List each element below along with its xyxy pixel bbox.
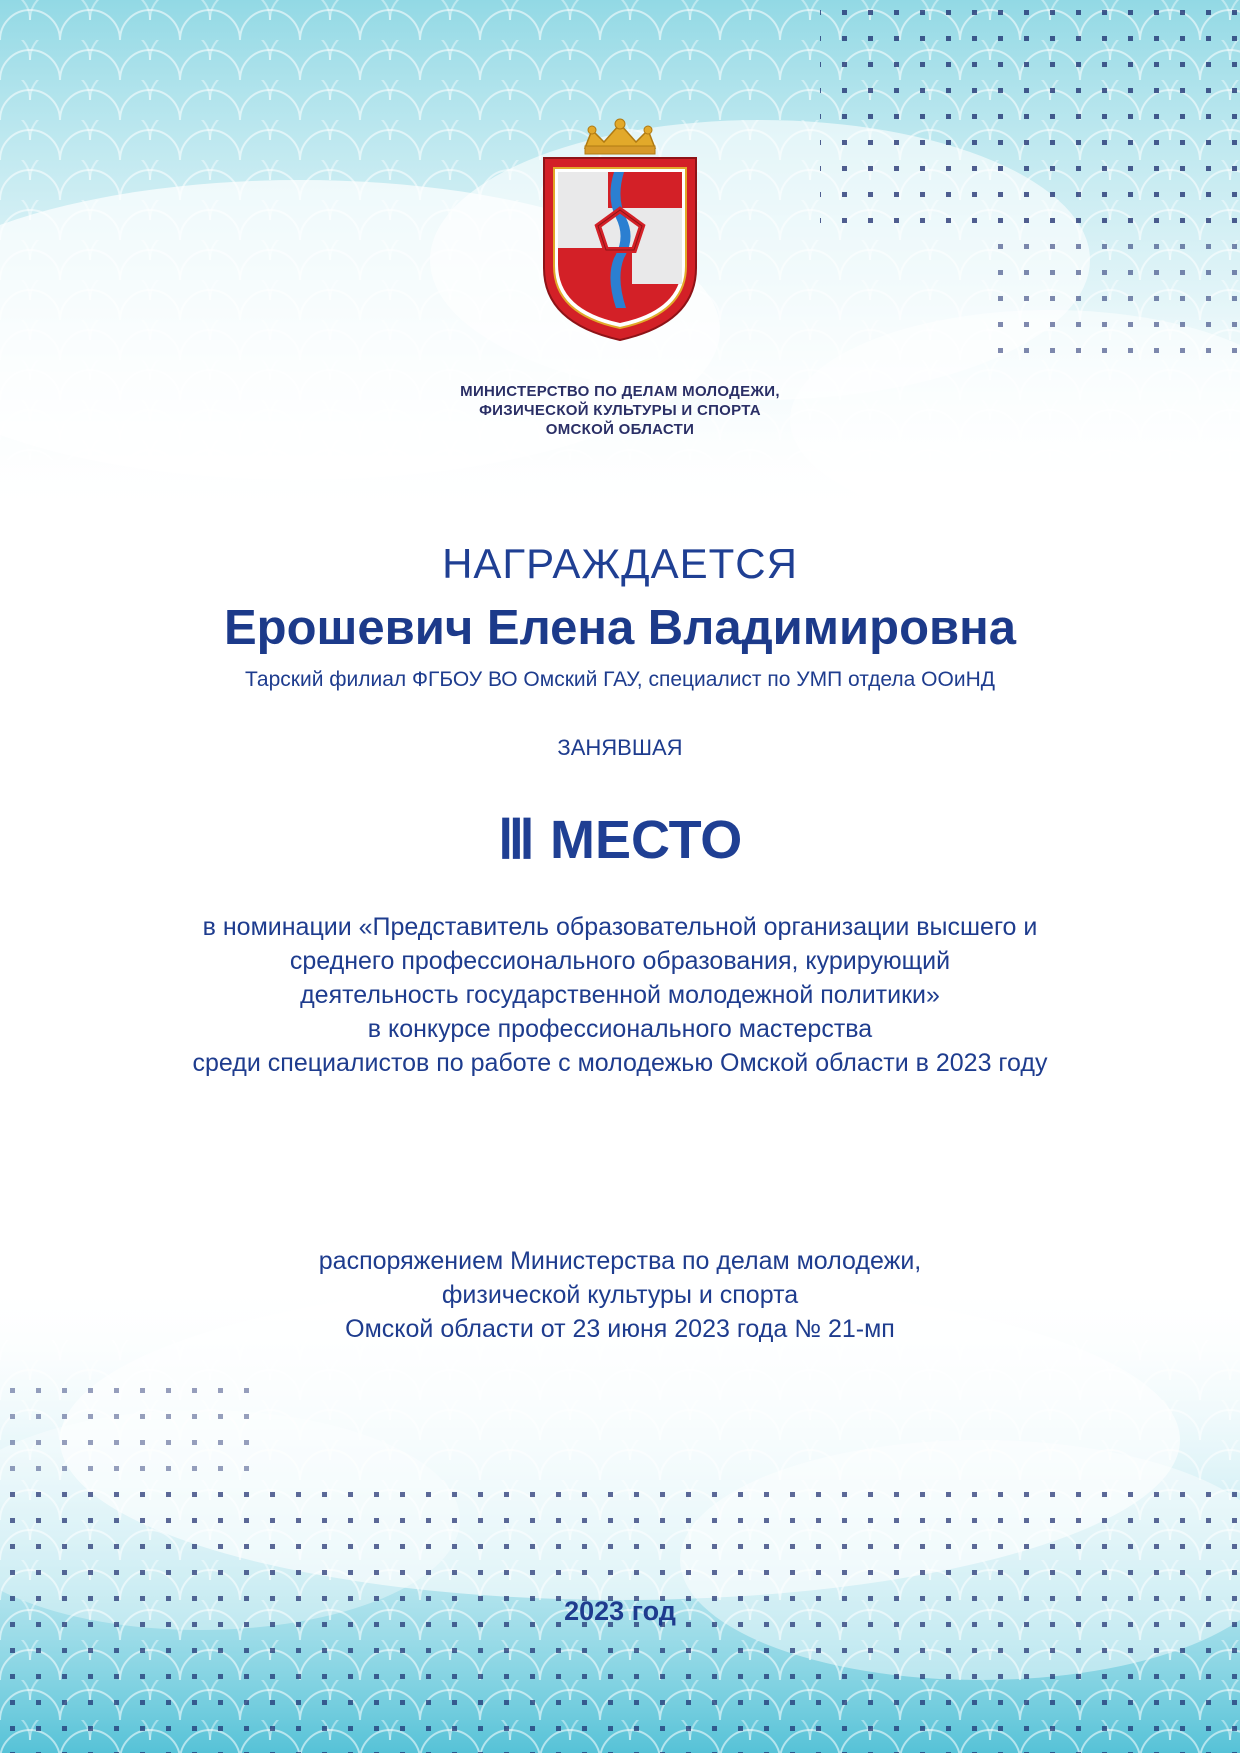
place-title: Ⅲ МЕСТО bbox=[497, 810, 743, 870]
nomination-line-3: деятельность государственной молодежной политики» bbox=[300, 981, 940, 1009]
recipient-name: Ерошевич Елена Владимировна bbox=[223, 601, 1016, 655]
nomination-text bbox=[60, 910, 1180, 1080]
taken-label: ЗАНЯВШАЯ bbox=[557, 735, 683, 760]
nomination-line-2: среднего профессионального образования, курирующий bbox=[289, 947, 951, 975]
nomination-line-4: в конкурсе профессионального мастерства bbox=[367, 1015, 873, 1043]
crown-icon bbox=[585, 119, 655, 154]
order-reference bbox=[60, 1244, 1180, 1346]
ministry-name bbox=[370, 382, 870, 439]
ministry-line-3: ОМСКОЙ ОБЛАСТИ bbox=[545, 421, 695, 438]
order-line-2: физической культуры и спорта bbox=[441, 1281, 799, 1309]
order-line-3: Омской области от 23 июня 2023 года № 21-мп bbox=[345, 1315, 895, 1343]
order-line-1: распоряжением Министерства по делам молодежи, bbox=[318, 1247, 922, 1275]
ministry-line-2: ФИЗИЧЕСКОЙ КУЛЬТУРЫ И СПОРТА bbox=[479, 402, 761, 419]
awarded-heading: НАГРАЖДАЕТСЯ bbox=[442, 540, 798, 587]
recipient-position: Тарский филиал ФГБОУ ВО Омский ГАУ, специалист по УМП отдела ООиНД bbox=[245, 668, 995, 691]
nomination-line-5: среди специалистов по работе с молодежью Омской области в 2023 году bbox=[192, 1049, 1048, 1077]
nomination-line-1: в номинации «Представитель образовательной организации высшего и bbox=[202, 913, 1038, 941]
omsk-region-coat-of-arms bbox=[530, 118, 710, 348]
footer-year: 2023 год bbox=[564, 1596, 676, 1626]
ministry-line-1: МИНИСТЕРСТВО ПО ДЕЛАМ МОЛОДЕЖИ, bbox=[460, 383, 780, 400]
